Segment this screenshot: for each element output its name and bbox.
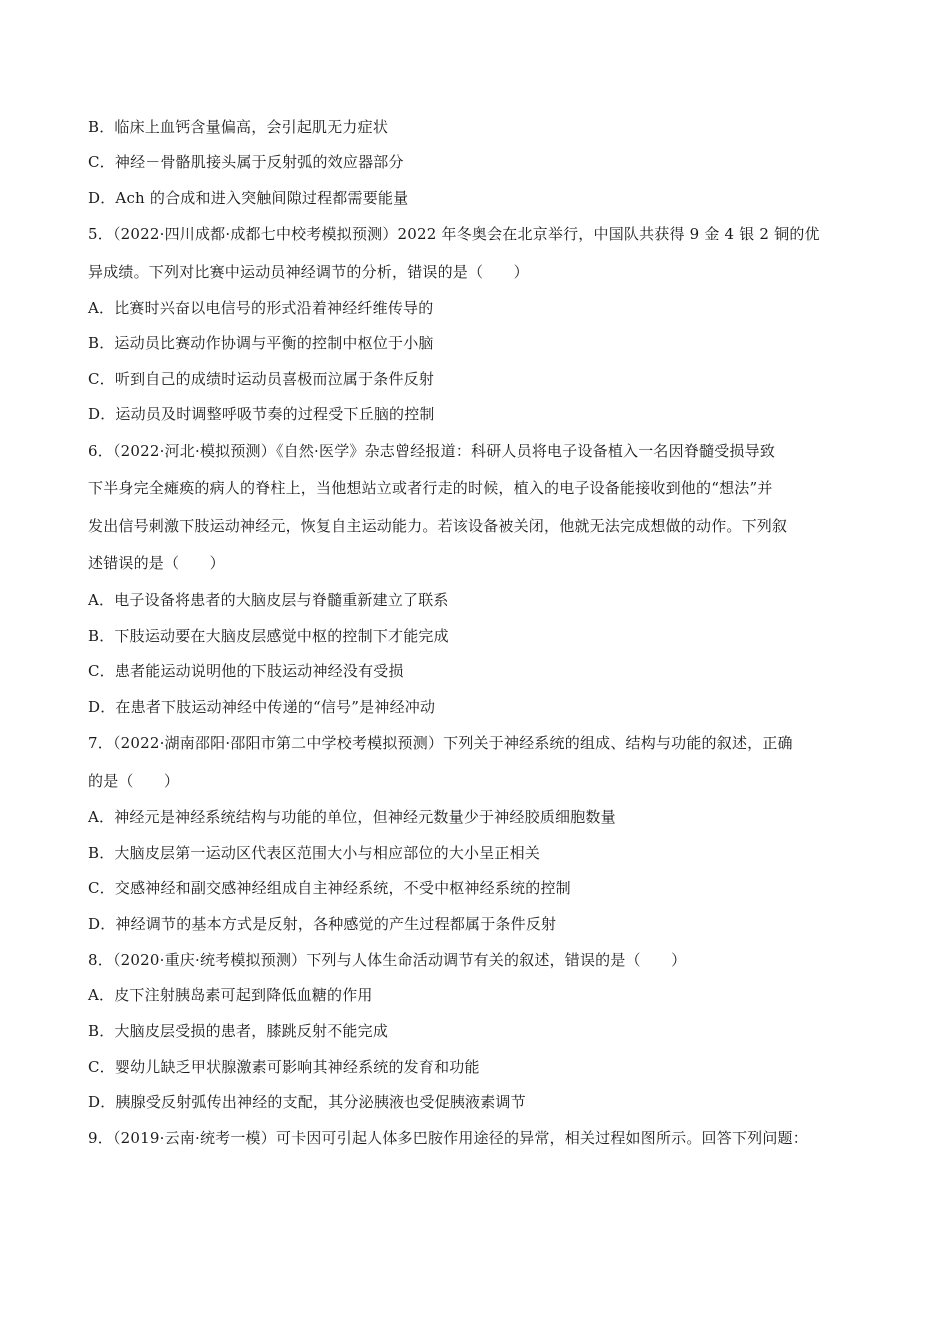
q4-option-d: D．Ach 的合成和进入突触间隙过程都需要能量	[88, 189, 409, 207]
q5-stem-line-2: 异成绩。下列对比赛中运动员神经调节的分析，错误的是（ ）	[88, 263, 529, 281]
q6-option-a: A．电子设备将患者的大脑皮层与脊髓重新建立了联系	[88, 591, 449, 609]
q5-option-b: B．运动员比赛动作协调与平衡的控制中枢位于小脑	[88, 334, 434, 352]
q5-option-d: D．运动员及时调整呼吸节奏的过程受下丘脑的控制	[88, 405, 435, 423]
q8-option-a: A．皮下注射胰岛素可起到降低血糖的作用	[88, 986, 373, 1004]
q6-option-b: B．下肢运动要在大脑皮层感觉中枢的控制下才能完成	[88, 627, 449, 645]
q4-option-b: B．临床上血钙含量偏高，会引起肌无力症状	[88, 118, 389, 136]
q4-option-c: C．神经－骨骼肌接头属于反射弧的效应器部分	[88, 153, 404, 171]
q8-option-d: D．胰腺受反射弧传出神经的支配，其分泌胰液也受促胰液素调节	[88, 1093, 526, 1111]
q6-stem-line-1: 6．（2022·河北·模拟预测）《自然·医学》杂志曾经报道：科研人员将电子设备植入一名因脊髓受损导致	[88, 442, 776, 460]
q8-option-b: B．大脑皮层受损的患者，膝跳反射不能完成	[88, 1022, 389, 1040]
q7-stem-line-1: 7．（2022·湖南邵阳·邵阳市第二中学校考模拟预测）下列关于神经系统的组成、结构与功能的叙述，正确	[88, 734, 793, 752]
q7-stem-line-2: 的是（ ）	[88, 772, 180, 790]
q5-stem-line-1: 5．（2022·四川成都·成都七中校考模拟预测）2022 年冬奥会在北京举行，中国队共获得 9 金 4 银 2 铜的优	[88, 225, 820, 243]
q8-stem-line-1: 8．（2020·重庆·统考模拟预测）下列与人体生命活动调节有关的叙述，错误的是（ ）	[88, 951, 687, 969]
q7-option-c: C．交感神经和副交感神经组成自主神经系统，不受中枢神经系统的控制	[88, 879, 571, 897]
q7-option-b: B．大脑皮层第一运动区代表区范围大小与相应部位的大小呈正相关	[88, 844, 541, 862]
q6-stem-line-2: 下半身完全瘫痪的病人的脊柱上，当他想站立或者行走的时候，植入的电子设备能接收到他的“想法”并	[88, 479, 773, 497]
q6-option-c: C．患者能运动说明他的下肢运动神经没有受损	[88, 662, 404, 680]
q9-stem-line-1: 9．（2019·云南·统考一模）可卡因可引起人体多巴胺作用途径的异常，相关过程如图所示。回答下列问题：	[88, 1129, 808, 1147]
q7-option-d: D．神经调节的基本方式是反射，各种感觉的产生过程都属于条件反射	[88, 915, 557, 933]
q6-stem-line-3: 发出信号刺激下肢运动神经元，恢复自主运动能力。若该设备被关闭，他就无法完成想做的动作。下列叙	[88, 517, 788, 535]
q5-option-a: A．比赛时兴奋以电信号的形式沿着神经纤维传导的	[88, 299, 434, 317]
q5-option-c: C．听到自己的成绩时运动员喜极而泣属于条件反射	[88, 370, 435, 388]
q6-stem-line-4: 述错误的是（ ）	[88, 554, 225, 572]
q7-option-a: A．神经元是神经系统结构与功能的单位，但神经元数量少于神经胶质细胞数量	[88, 808, 616, 826]
q8-option-c: C．婴幼儿缺乏甲状腺激素可影响其神经系统的发育和功能	[88, 1058, 480, 1076]
q6-option-d: D．在患者下肢运动神经中传递的“信号”是神经冲动	[88, 698, 436, 716]
